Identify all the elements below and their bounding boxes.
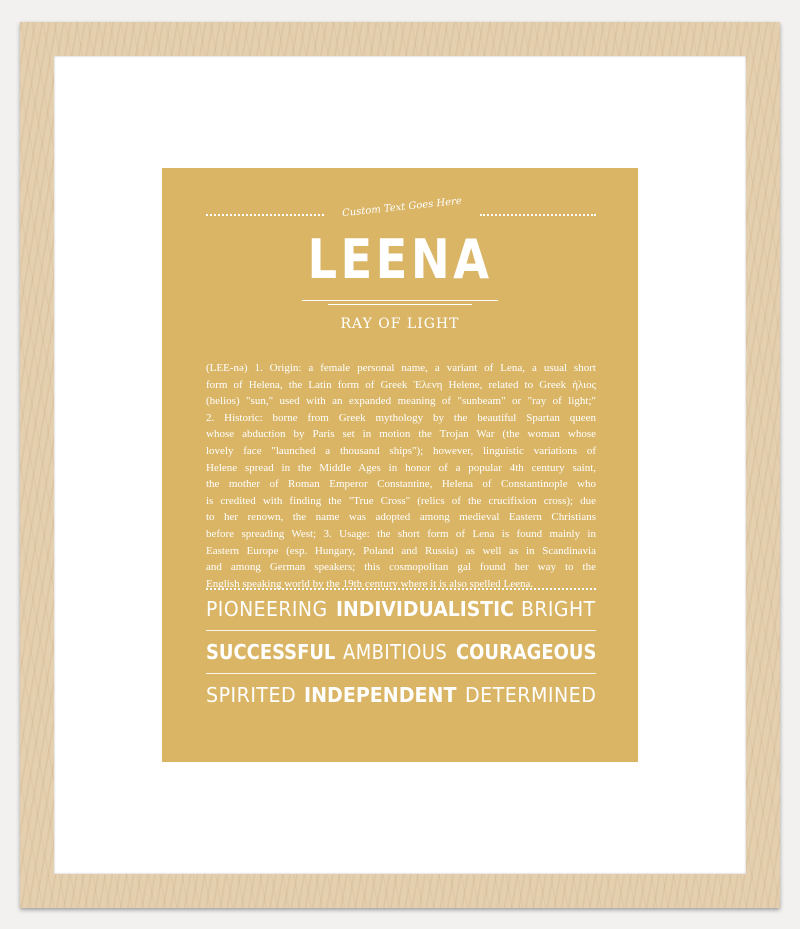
name-meaning: RAY OF LIGHT	[340, 316, 460, 332]
trait-word: DETERMINED	[464, 683, 596, 707]
trait-word: INDIVIDUALISTIC	[335, 597, 514, 621]
definition-line: (helios) "sun," used with an expanded meaning of "sunbeam" or "ray of light;"	[206, 395, 596, 408]
definition-line: whose abduction by Paris set in motion the Trojan War (the woman whose	[206, 428, 596, 441]
definition-line: (LEE-nə) 1. Origin: a female personal name, a variant of Lena, a usual short	[206, 362, 596, 374]
dotted-rule-right	[480, 214, 596, 216]
trait-word: SPIRITED	[206, 683, 297, 707]
definition-line: is credited with finding the "True Cross" (relics of the crucifixion cross); due	[206, 494, 596, 507]
trait-word: BRIGHT	[521, 597, 597, 621]
title-underline-long	[302, 300, 498, 301]
trait-word: PIONEERING	[206, 597, 328, 621]
definition-line: lovely face "launched a thousand ships"); however, linguistic variations of	[206, 444, 596, 457]
custom-text: Custom Text Goes Here	[341, 195, 463, 220]
name-definition	[206, 360, 596, 592]
traits-bottom-rule	[206, 772, 596, 774]
definition-line: Eastern Europe (esp. Hungary, Poland and Russia) as well as in Scandinavia	[206, 544, 596, 557]
name-print	[162, 168, 638, 762]
dotted-rule-left	[206, 214, 324, 216]
definition-line: Helene spread in the Middle Ages in honor of a popular 4th century saint,	[206, 461, 596, 474]
trait-row	[206, 631, 596, 673]
definition-line: before spreading West; 3. Usage: the short form of Lena is found mainly in	[206, 527, 596, 540]
definition-line: and among German speakers; this cosmopolitan gal found her way to the	[206, 561, 596, 574]
definition-line: 2. Historic: borne from Greek mythology by the beautiful Spartan queen	[206, 411, 596, 424]
definition-line: to her renown, the name was adopted among medieval Eastern Christians	[206, 511, 596, 524]
definition-line: the mother of Roman Emperor Constantine, Helena of Constantinople who	[206, 478, 596, 491]
definition-line: English speaking world by the 19th century where it is also spelled Leena.	[206, 577, 534, 590]
title-underline-short	[328, 304, 472, 305]
trait-word: AMBITIOUS	[343, 640, 448, 664]
traits-block	[206, 588, 596, 716]
name-title: LEENA	[307, 228, 493, 291]
white-mat	[54, 56, 746, 874]
trait-row	[206, 674, 596, 716]
trait-row	[206, 588, 596, 630]
trait-word: COURAGEOUS	[455, 640, 597, 664]
trait-word: INDEPENDENT	[304, 683, 457, 707]
trait-word: SUCCESSFUL	[206, 640, 336, 664]
wooden-frame	[20, 22, 780, 908]
definition-line: form of Helena, the Latin form of Greek Ἑλενη Helene, related to Greek ἡλιος	[206, 378, 596, 391]
